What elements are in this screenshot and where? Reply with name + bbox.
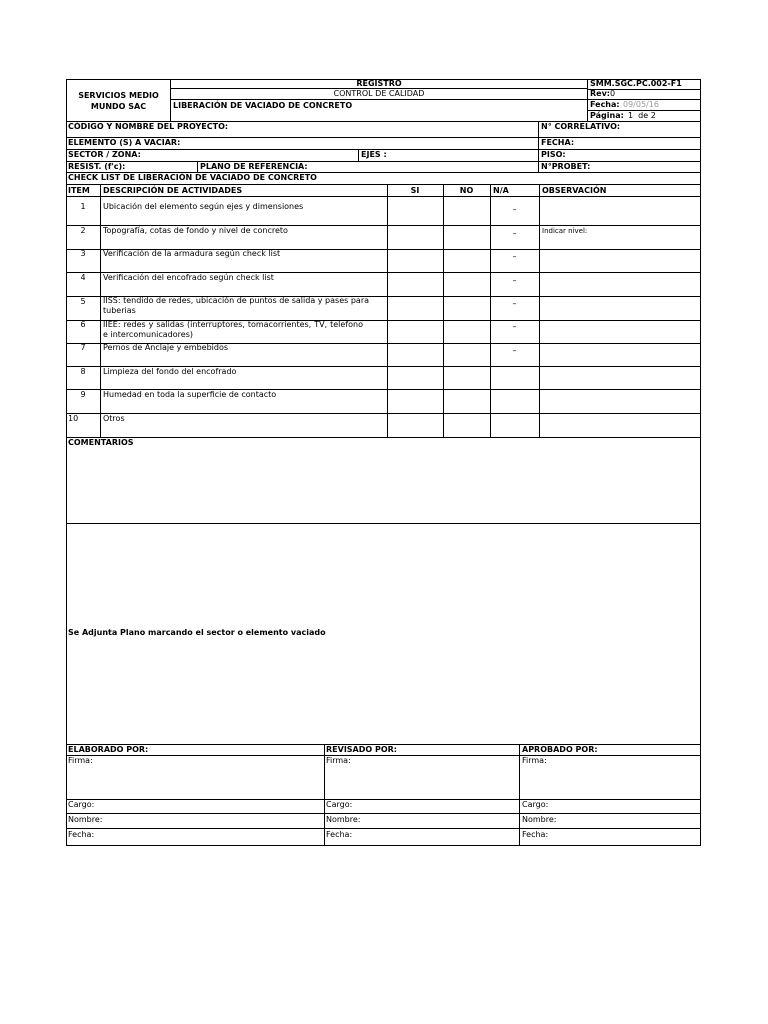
revisado-fecha: Fecha:	[326, 830, 353, 839]
row-6-item: 6	[80, 320, 86, 329]
aprobado-fecha: Fecha:	[522, 830, 549, 839]
row-3-desc: Verificación de la armadura según check list	[103, 249, 281, 258]
col-na-header: N/A	[493, 186, 509, 195]
piso-label: PISO:	[541, 150, 566, 159]
revisado-title: REVISADO POR:	[326, 745, 397, 754]
row-1-na: –	[512, 205, 517, 214]
aprobado-nombre: Nombre:	[522, 815, 557, 824]
comentarios-label: COMENTARIOS	[68, 438, 134, 447]
row-8-item: 8	[80, 367, 86, 376]
row-10-item: 10	[68, 414, 79, 423]
aprobado-title: APROBADO POR:	[522, 745, 598, 754]
row-7-item: 7	[80, 343, 86, 352]
plano-referencia-label: PLANO DE REFERENCIA:	[200, 162, 308, 171]
fecha-label: Fecha:	[590, 100, 620, 109]
row-5-desc: IISS: tendido de redes, ubicación de puntos de salida y pases para tuberias	[103, 296, 370, 315]
row-8-desc: Limpieza del fondo del encofrado	[103, 367, 237, 376]
control-calidad-label: CONTROL DE CALIDAD	[333, 89, 425, 98]
col-item-header: ITEM	[68, 186, 90, 195]
fecha-value: 09/05/16	[623, 100, 659, 109]
probet-label: N°PROBET:	[541, 162, 591, 171]
row-4-na: –	[512, 276, 517, 285]
company-name-line2: MUNDO SAC	[90, 102, 147, 111]
company-name-line1: SERVICIOS MEDIO	[78, 91, 159, 100]
row-2-item: 2	[80, 226, 86, 235]
elaborado-firma: Firma:	[68, 756, 93, 765]
signatures-box	[66, 744, 701, 846]
row-9-desc: Humedad en toda la superficie de contacto	[103, 390, 277, 399]
row-4-item: 4	[80, 273, 86, 282]
form-title: LIBERACIÓN DE VACIADO DE CONCRETO	[173, 101, 353, 110]
elaborado-fecha: Fecha:	[68, 830, 95, 839]
row-2-desc: Topografía, cotas de fondo y nivel de concreto	[103, 226, 288, 235]
row-2-na: –	[512, 229, 517, 238]
pagina-label: Página:	[590, 111, 624, 120]
revisado-firma: Firma:	[326, 756, 351, 765]
row-10-desc: Otros	[103, 414, 125, 423]
fecha-field-label: FECHA:	[541, 138, 575, 147]
elaborado-title: ELABORADO POR:	[68, 745, 149, 754]
plano-note: Se Adjunta Plano marcando el sector o elemento vaciado	[68, 628, 326, 637]
rev-value: 0	[610, 89, 616, 98]
row-7-desc: Pernos de Anclaje y embebidos	[103, 343, 229, 352]
revisado-nombre: Nombre:	[326, 815, 361, 824]
elemento-label: ELEMENTO (S) A VACIAR:	[68, 138, 181, 147]
resist-label: RESIST. (f'c):	[68, 162, 126, 171]
rev-label: Rev:	[590, 89, 610, 98]
row-5-item: 5	[80, 297, 86, 306]
ejes-label: EJES :	[361, 150, 387, 159]
comentarios-box[interactable]	[66, 437, 701, 524]
elaborado-nombre: Nombre:	[68, 815, 103, 824]
row-9-item: 9	[80, 390, 86, 399]
row-5-na: –	[512, 299, 517, 308]
aprobado-cargo: Cargo:	[522, 800, 549, 809]
row-6-na: –	[512, 322, 517, 331]
checklist-title: CHECK LIST DE LIBERACIÓN DE VACIADO DE CONCRETO	[68, 173, 317, 182]
codigo-proyecto-label: CÓDIGO Y NOMBRE DEL PROYECTO:	[68, 122, 229, 131]
col-obs-header: OBSERVACIÓN	[542, 186, 607, 195]
row-1-item: 1	[80, 202, 86, 211]
col-si-header: SI	[410, 186, 420, 195]
col-no-header: NO	[459, 186, 474, 195]
sector-label: SECTOR / ZONA:	[68, 150, 141, 159]
pagina-value: 1 de 2	[628, 111, 656, 120]
doc-code: SMM.SGC.PC.002-F1	[590, 79, 682, 88]
row-1-desc: Ubicación del elemento según ejes y dimensiones	[103, 202, 304, 211]
row-2-obs: Indicar nivel:	[542, 227, 588, 235]
row-7-na: –	[512, 346, 517, 355]
row-3-item: 3	[80, 249, 86, 258]
col-desc-header: DESCRIPCIÓN DE ACTIVIDADES	[103, 186, 243, 195]
revisado-cargo: Cargo:	[326, 800, 353, 809]
elaborado-cargo: Cargo:	[68, 800, 95, 809]
row-4-desc: Verificación del encofrado según check list	[103, 273, 274, 282]
aprobado-firma: Firma:	[522, 756, 547, 765]
registro-label: REGISTRO	[356, 79, 402, 88]
correlativo-label: N° CORRELATIVO:	[541, 122, 621, 131]
row-3-na: –	[512, 252, 517, 261]
row-6-desc: IIEE: redes y salidas (interruptores, tomacorrientes, TV, telefono e intercomunicadores)	[103, 320, 363, 339]
